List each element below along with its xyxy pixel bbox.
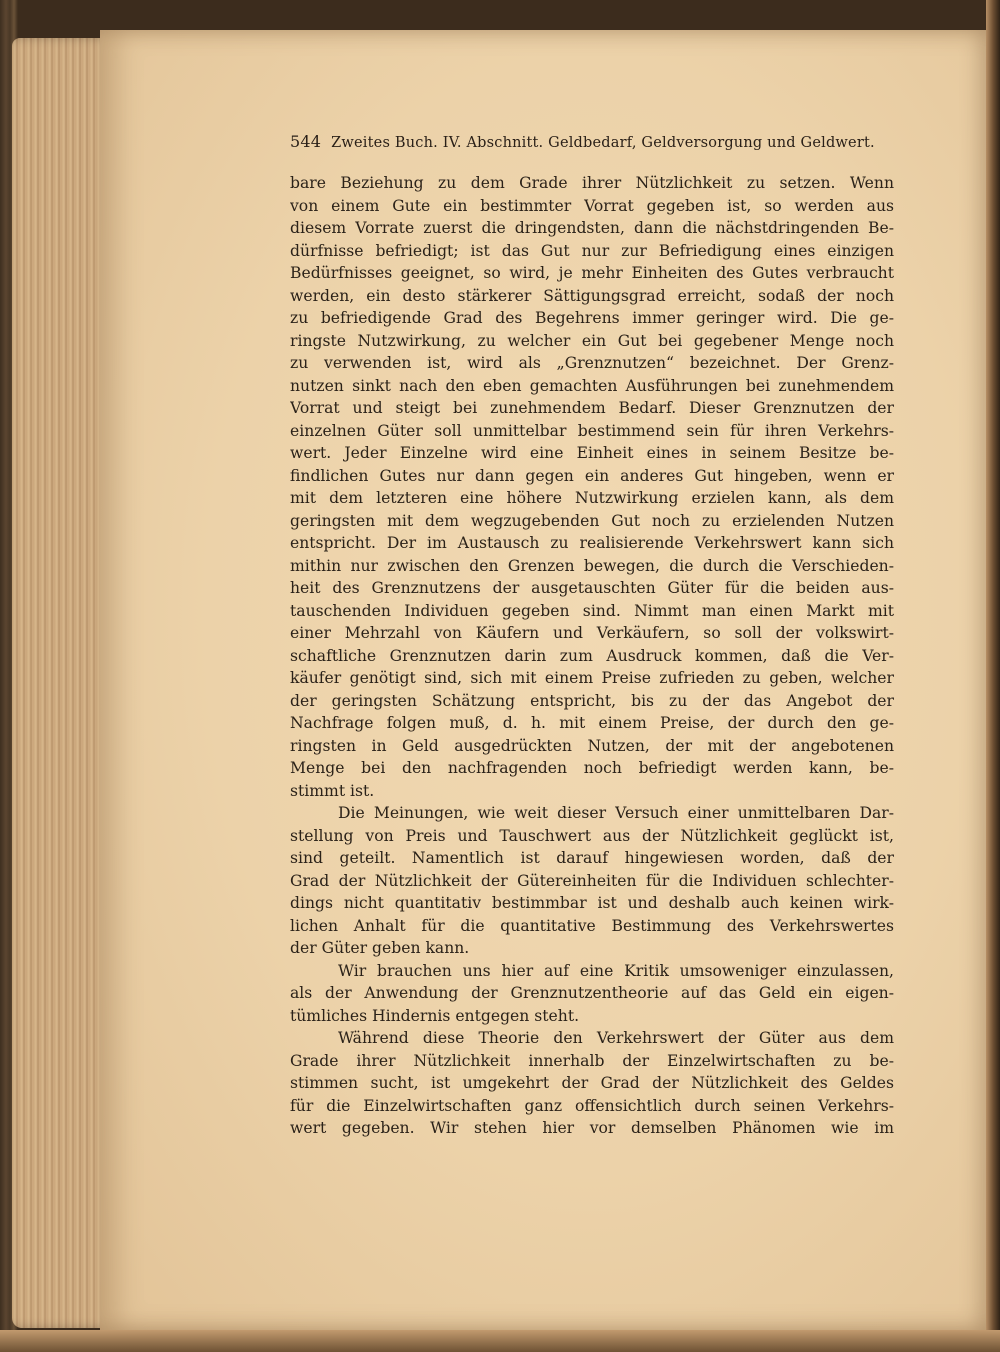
running-header <box>290 132 890 151</box>
text-line: mit dem letzteren eine höhere Nutzwirkung erzielen kann, als dem <box>290 489 894 507</box>
text-line: geringsten mit dem wegzugebenden Gut noch zu erzielenden Nutzen <box>290 511 894 530</box>
text-line: nutzen sinkt nach den eben gemachten Ausführungen bei zunehmendem <box>290 376 894 395</box>
text-line: Während diese Theorie den Verkehrswert der Güter aus dem <box>338 1029 894 1047</box>
text-line: ringsten in Geld ausgedrückten Nutzen, der mit der angebotenen <box>290 736 894 755</box>
text-line: findlichen Gutes nur dann gegen ein anderes Gut hingeben, wenn er <box>290 466 894 485</box>
text-line: wert gegeben. Wir stehen hier vor demselben Phänomen wie im <box>290 1119 894 1137</box>
text-line: zu verwenden ist, wird als „Grenznutzen“ bezeichnet. Der Grenz- <box>290 354 894 372</box>
text-line: von einem Gute ein bestimmter Vorrat gegeben ist, so werden aus <box>290 196 894 215</box>
text-line: tauschenden Individuen gegeben sind. Nimmt man einen Markt mit <box>290 601 894 620</box>
text-line: stimmt ist. <box>290 781 375 800</box>
text-line: mithin nur zwischen den Grenzen bewegen, die durch die Verschieden- <box>290 556 894 575</box>
text-line: ringste Nutzwirkung, zu welcher ein Gut bei gegebener Menge noch <box>290 331 894 350</box>
text-line: stimmen sucht, ist umgekehrt der Grad der Nützlichkeit des Geldes <box>290 1074 894 1092</box>
running-title: Zweites Buch. IV. Abschnitt. Geldbedarf, Geldversorgung und Geldwert. <box>331 135 875 151</box>
text-line: als der Anwendung der Grenznutzentheorie auf das Geld ein eigen- <box>290 984 894 1002</box>
text-line: sind geteilt. Namentlich ist darauf hingewiesen worden, daß der <box>290 849 894 867</box>
book-bottom-edge <box>0 1330 1000 1352</box>
text-line: einzelnen Güter soll unmittelbar bestimmend sein für ihren Verkehrs- <box>290 421 894 440</box>
text-line: stellung von Preis und Tauschwert aus der Nützlichkeit geglückt ist, <box>290 826 894 845</box>
body-text <box>290 172 894 1140</box>
text-line: dings nicht quantitativ bestimmbar ist und deshalb auch keinen wirk- <box>290 894 894 912</box>
text-line: zu befriedigende Grad des Begehrens immer geringer wird. Die ge- <box>290 309 894 327</box>
text-line: käufer genötigt sind, sich mit einem Preise zufrieden zu geben, welcher <box>290 669 894 687</box>
text-line: Grad der Nützlichkeit der Gütereinheiten für die Individuen schlechter- <box>290 871 894 890</box>
text-line: einer Mehrzahl von Käufern und Verkäufern, so soll der volkswirt- <box>290 624 894 642</box>
text-line: Vorrat und steigt bei zunehmendem Bedarf. Dieser Grenznutzen der <box>290 399 894 417</box>
text-line: Grade ihrer Nützlichkeit innerhalb der Einzelwirtschaften zu be- <box>290 1051 894 1070</box>
book-spine-edge <box>986 0 1000 1352</box>
text-line: entspricht. Der im Austausch zu realisierende Verkehrswert kann sich <box>290 534 894 552</box>
text-line: Nachfrage folgen muß, d. h. mit einem Preise, der durch den ge- <box>290 714 894 732</box>
page-edges <box>12 38 112 1328</box>
text-line: wert. Jeder Einzelne wird eine Einheit eines in seinem Besitze be- <box>290 444 894 462</box>
text-line: Menge bei den nachfragenden noch befriedigt werden kann, be- <box>290 759 894 777</box>
text-line: lichen Anhalt für die quantitative Bestimmung des Verkehrswertes <box>290 916 894 935</box>
text-line: tümliches Hindernis entgegen steht. <box>290 1006 580 1025</box>
text-line: für die Einzelwirtschaften ganz offensichtlich durch seinen Verkehrs- <box>290 1096 894 1115</box>
text-line: Bedürfnisses geeignet, so wird, je mehr Einheiten des Gutes verbraucht <box>290 264 894 282</box>
text-line: Wir brauchen uns hier auf eine Kritik umsoweniger einzulassen, <box>338 961 894 980</box>
page-number: 544 <box>290 132 322 151</box>
text-line: schaftliche Grenznutzen darin zum Ausdruck kommen, daß die Ver- <box>290 646 894 665</box>
text-line: bare Beziehung zu dem Grade ihrer Nützlichkeit zu setzen. Wenn <box>290 174 894 192</box>
text-line: der geringsten Schätzung entspricht, bis zu der das Angebot der <box>290 691 894 710</box>
text-line: dürfnisse befriedigt; ist das Gut nur zur Befriedigung eines einzigen <box>290 241 894 260</box>
text-line: werden, ein desto stärkerer Sättigungsgrad erreicht, sodaß der noch <box>290 286 894 305</box>
text-line: der Güter geben kann. <box>290 939 470 957</box>
text-line: diesem Vorrate zuerst die dringendsten, dann die nächstdringenden Be- <box>290 219 894 237</box>
text-line: Die Meinungen, wie weit dieser Versuch einer unmittelbaren Dar- <box>338 804 894 822</box>
text-line: heit des Grenznutzens der ausgetauschten Güter für die beiden aus- <box>290 579 894 597</box>
